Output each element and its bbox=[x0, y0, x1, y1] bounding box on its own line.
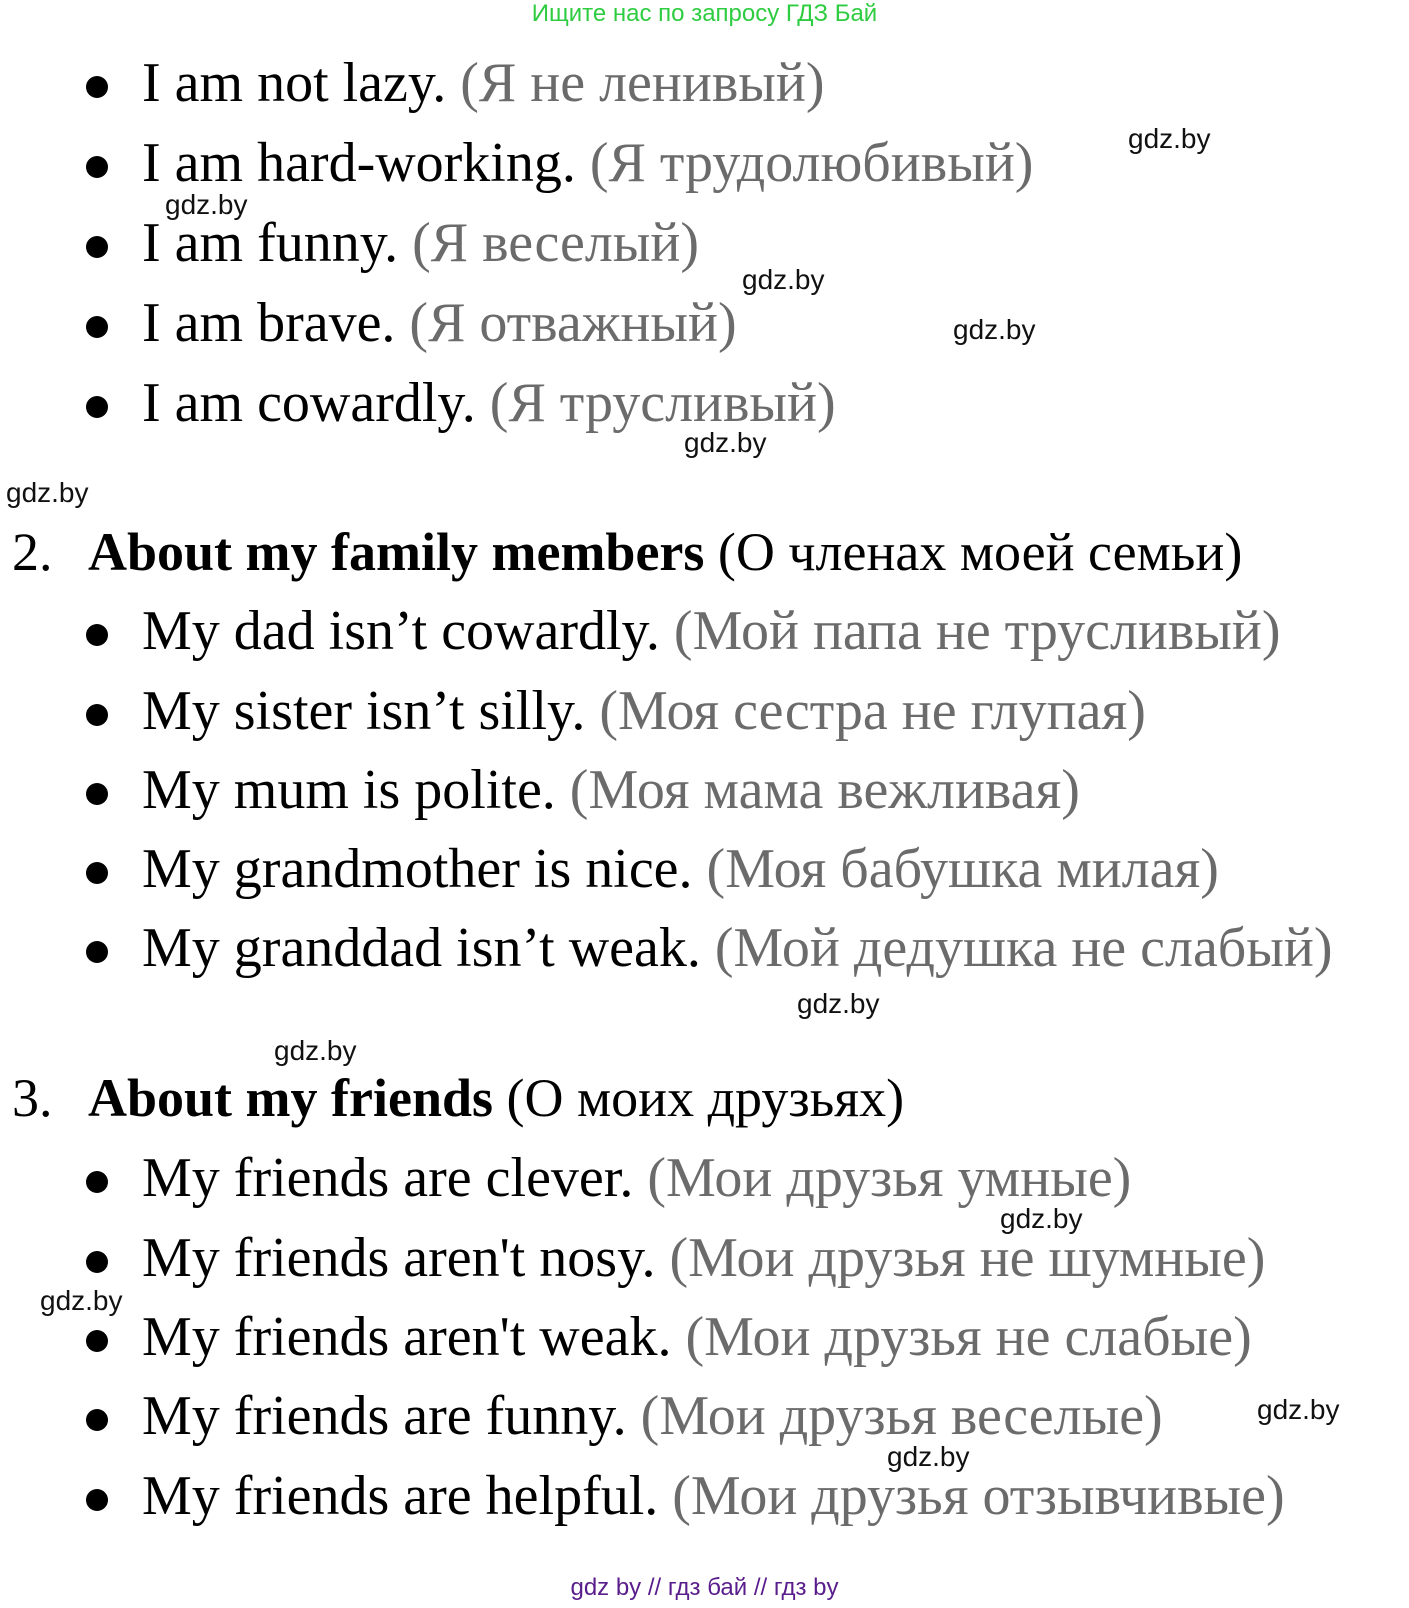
sentence-en: My dad isn’t cowardly. bbox=[142, 600, 660, 662]
sentence-ru: (Я трусливый) bbox=[489, 372, 836, 434]
sentence-ru: (Я отважный) bbox=[409, 292, 737, 354]
sentence-ru: (Моя бабушка милая) bbox=[706, 838, 1219, 900]
sentence-ru: (Мой дедушка не слабый) bbox=[714, 917, 1333, 979]
section-title-en: About my family members bbox=[88, 522, 705, 582]
watermark: gdz.by bbox=[953, 314, 1036, 345]
list-item bbox=[142, 839, 1219, 899]
watermark: gdz.by bbox=[1128, 123, 1211, 154]
bullet-icon bbox=[86, 236, 108, 258]
watermark: gdz.by bbox=[684, 427, 767, 458]
section-title bbox=[88, 1068, 904, 1128]
sentence-en: My friends aren't weak. bbox=[142, 1306, 672, 1368]
sentence-ru: (Мои друзья отзывчивые) bbox=[672, 1465, 1285, 1527]
list-item bbox=[142, 760, 1080, 820]
bullet-icon bbox=[86, 156, 108, 178]
sentence-ru: (Моя мама вежливая) bbox=[569, 759, 1080, 821]
header-search-link[interactable]: Ищите нас по запросу ГДЗ Бай bbox=[531, 0, 878, 27]
sentence-en: My grandmother is nice. bbox=[142, 838, 693, 900]
bullet-icon bbox=[86, 704, 108, 726]
list-item bbox=[142, 133, 1033, 193]
list-item bbox=[142, 1228, 1265, 1288]
bullet-icon bbox=[86, 624, 108, 646]
sentence-en: I am brave. bbox=[142, 292, 396, 354]
sentence-en: I am not lazy. bbox=[142, 52, 447, 114]
bullet-icon bbox=[86, 1409, 108, 1431]
list-item bbox=[142, 1307, 1252, 1367]
sentence-en: I am cowardly. bbox=[142, 372, 476, 434]
bullet-icon bbox=[86, 1251, 108, 1273]
sentence-en: My friends are clever. bbox=[142, 1147, 634, 1209]
bullet-icon bbox=[86, 1330, 108, 1352]
bullet-icon bbox=[86, 783, 108, 805]
sentence-ru: (Мои друзья не шумные) bbox=[669, 1227, 1266, 1289]
watermark: gdz.by bbox=[742, 264, 825, 295]
bullet-icon bbox=[86, 1171, 108, 1193]
section-number: 3. bbox=[12, 1068, 53, 1128]
sentence-ru: (Я веселый) bbox=[412, 212, 700, 274]
sentence-en: I am hard-working. bbox=[142, 132, 576, 194]
sentence-en: My friends aren't nosy. bbox=[142, 1227, 656, 1289]
list-item bbox=[142, 1386, 1163, 1446]
watermark: gdz.by bbox=[274, 1035, 357, 1066]
watermark: gdz.by bbox=[40, 1285, 123, 1316]
watermark: gdz.by bbox=[797, 988, 880, 1019]
section-title-en: About my friends bbox=[88, 1068, 494, 1128]
footer-links[interactable]: gdz by // гдз бай // гдз by bbox=[570, 1574, 839, 1601]
watermark: gdz.by bbox=[887, 1441, 970, 1472]
watermark: gdz.by bbox=[1257, 1394, 1340, 1425]
bullet-icon bbox=[86, 862, 108, 884]
sentence-ru: (Мои друзья веселые) bbox=[640, 1385, 1163, 1447]
watermark: gdz.by bbox=[1000, 1203, 1083, 1234]
list-item bbox=[142, 213, 699, 273]
watermark: gdz.by bbox=[6, 477, 89, 508]
sentence-en: I am funny. bbox=[142, 212, 399, 274]
sentence-ru: (Мои друзья не слабые) bbox=[685, 1306, 1252, 1368]
bullet-icon bbox=[86, 1489, 108, 1511]
section-title-ru: (О членах моей семьи) bbox=[717, 522, 1243, 582]
sentence-en: My sister isn’t silly. bbox=[142, 680, 586, 742]
list-item bbox=[142, 1466, 1285, 1526]
sentence-ru: (Моя сестра не глупая) bbox=[599, 680, 1146, 742]
list-item bbox=[142, 918, 1333, 978]
sentence-ru: (Я трудолюбивый) bbox=[589, 132, 1034, 194]
list-item bbox=[142, 53, 825, 113]
section-number: 2. bbox=[12, 522, 53, 582]
section-title bbox=[88, 522, 1242, 582]
sentence-ru: (Мои друзья умные) bbox=[647, 1147, 1132, 1209]
sentence-ru: (Я не ленивый) bbox=[460, 52, 825, 114]
sentence-en: My friends are funny. bbox=[142, 1385, 627, 1447]
bullet-icon bbox=[86, 941, 108, 963]
sentence-en: My friends are helpful. bbox=[142, 1465, 659, 1527]
bullet-icon bbox=[86, 316, 108, 338]
bullet-icon bbox=[86, 76, 108, 98]
list-item bbox=[142, 601, 1281, 661]
list-item bbox=[142, 293, 737, 353]
watermark: gdz.by bbox=[165, 189, 248, 220]
list-item bbox=[142, 681, 1146, 741]
section-title-ru: (О моих друзьях) bbox=[506, 1068, 905, 1128]
sentence-en: My mum is polite. bbox=[142, 759, 556, 821]
sentence-en: My granddad isn’t weak. bbox=[142, 917, 701, 979]
list-item bbox=[142, 1148, 1131, 1208]
bullet-icon bbox=[86, 396, 108, 418]
sentence-ru: (Мой папа не трусливый) bbox=[673, 600, 1281, 662]
list-item bbox=[142, 373, 836, 433]
